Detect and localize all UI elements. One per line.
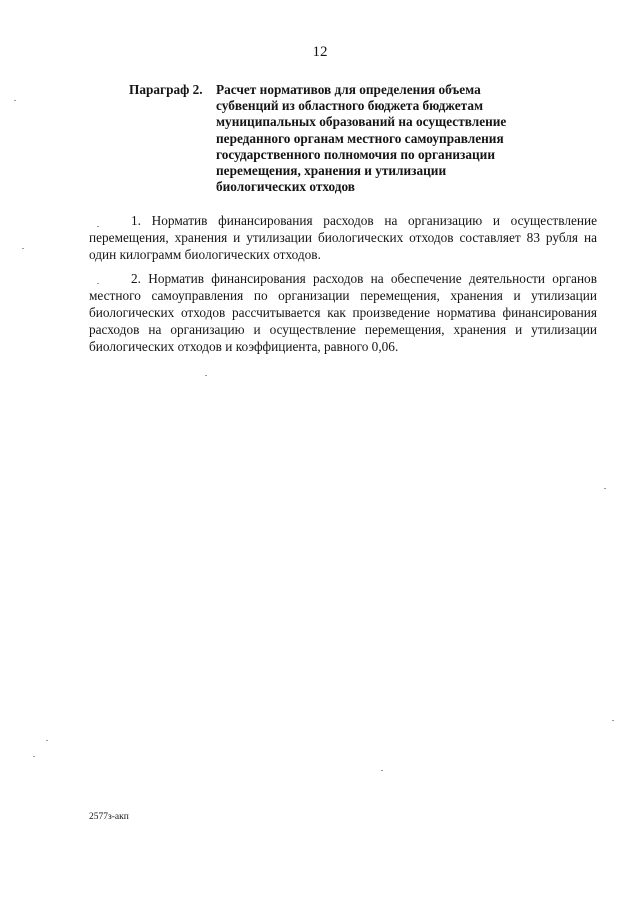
scan-speck: [604, 488, 606, 489]
section-heading-label: Параграф 2.: [129, 82, 203, 97]
scan-speck: [33, 756, 35, 757]
scan-speck: [205, 375, 207, 376]
scan-speck: [97, 226, 99, 227]
scan-speck: [14, 100, 16, 101]
section-heading-title: Расчет нормативов для определения объема субвенций из областного бюджета бюджетам муниципальных образований на осуществление переданного органам местного самоуправления государственного полномочия по организации перемещения, хранения и утилизации биологических отходов: [216, 82, 507, 195]
paragraph-1: 1. Норматив финансирования расходов на организацию и осуществление перемещения, хранения и утилизации биологических отходов составляет 83 рубля на один килограмм биологических отходов.: [89, 213, 597, 262]
paragraph-2: 2. Норматив финансирования расходов на обеспечение деятельности органов местного самоуправления по организации перемещения, хранения и утилизации биологических отходов рассчитывается как произведение норматива финансирования расходов на организацию и осуществление перемещения, хранения и утилизации биологических отходов и коэффициента, равного 0,06.: [89, 271, 597, 354]
scan-speck: [46, 740, 48, 741]
page-number: 12: [312, 44, 328, 60]
scan-speck: [381, 770, 383, 771]
document-code: 2577з-акп: [89, 812, 129, 822]
scan-speck: [612, 720, 614, 721]
scan-speck: [97, 283, 99, 284]
scan-speck: [22, 248, 24, 249]
